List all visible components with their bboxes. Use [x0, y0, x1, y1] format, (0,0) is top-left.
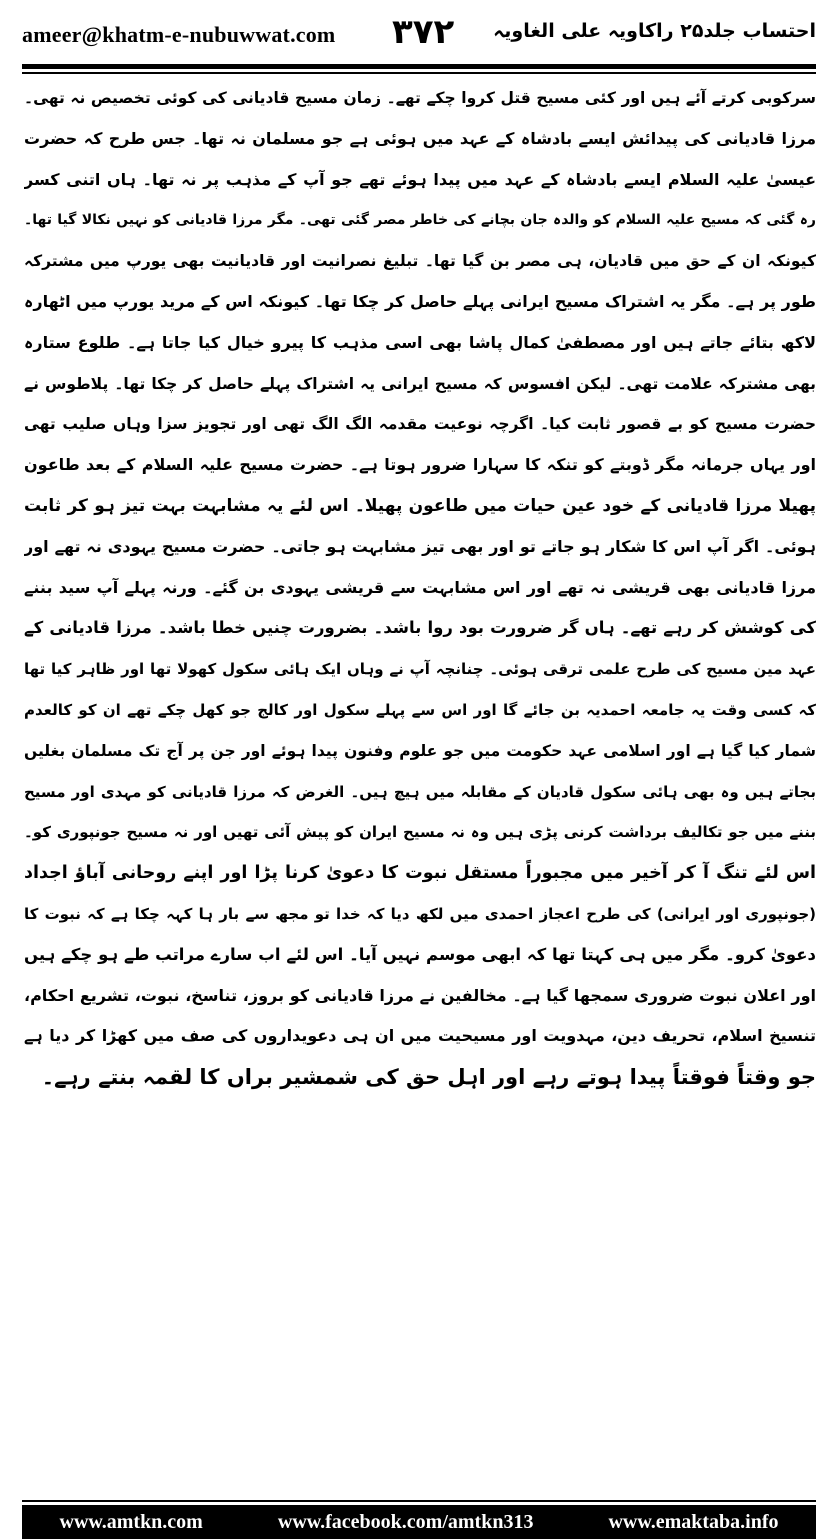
text-line: پھیلا مرزا قادیانی کے خود عین حیات میں طاعون پھیلا۔ اس لئے یہ مشابہت بہت تیز ہو کر ثابت — [24, 495, 816, 516]
text-line: کہ کسی وقت یہ جامعہ احمدیہ بن جائے گا اور اس سے پہلے سکول اور کالج جو کھل چکے تھے ان کو کالعدم — [24, 700, 816, 719]
text-line: سرکوبی کرتے آئے ہیں اور کئی مسیح قتل کروا چکے تھے۔ زمان مسیح قادیانی کی کوئی تخصیص نہ تھی۔ — [24, 89, 816, 107]
text-line: اس لئے تنگ آ کر آخیر میں مجبوراً مستقل نبوت کا دعویٰ کرنا پڑا اور اپنے روحانی آباؤ اجداد — [24, 863, 816, 884]
text-line: عہد مین مسیح کی طرح علمی ترقی ہوئی۔ چنانچہ آپ نے وہاں ایک ہائی سکول کھولا تھا اور ظاہر کیا تھا — [24, 660, 816, 679]
text-line: رہ گئی کہ مسیح علیہ السلام کو والدہ جان بچانے کی خاطر مصر گئی تھی۔ مگر مرزا قادیانی کو نہیں نکالا گیا تھا۔ — [24, 212, 816, 229]
page-header — [22, 10, 816, 62]
text-line: بننے میں جو تکالیف برداشت کرنی پڑی ہیں وہ نہ مسیح ایران کو پیش آئی تھیں اور نہ مسیح جونپوری کو۔ — [24, 823, 816, 842]
text-line: طور پر ہے۔ مگر یہ اشتراک مسیح ایرانی پہلے حاصل کر چکا تھا۔ کیونکہ اس کے مرید یورپ میں اٹھارہ — [24, 291, 816, 311]
footer-link-emaktaba[interactable]: www.emaktaba.info — [608, 1510, 779, 1533]
text-line: لاکھ بتائے جاتے ہیں اور مصطفیٰ کمال پاشا بھی اسی مذہب کا پیرو خیال کیا جاتا ہے۔ طلوع ستارہ — [24, 332, 816, 352]
text-line: جو وقتاً فوقتاً پیدا ہوتے رہے اور اہل حق کی شمشیر براں کا لقمہ بنتے رہے۔ — [41, 1065, 816, 1090]
text-line: حضرت مسیح کو بے قصور ثابت کیا۔ اگرچہ نوعیت مقدمہ الگ الگ تھی اور تجویز سزا وہاں صلیب تھی — [24, 415, 816, 434]
text-line: مرزا قادیانی کی پیدائش ایسے بادشاہ کے عہد میں ہوئی ہے جو مسلمان نہ تھا۔ جس طرح کہ حضرت — [24, 128, 816, 148]
header-email: ameer@khatm-e-nubuwwat.com — [22, 22, 336, 47]
text-line: کیونکہ ان کے حق میں قادیان، ہی مصر بن گیا تھا۔ تبلیغ نصرانیت اور قادیانیت بھی یورپ میں مشترکہ — [24, 252, 816, 271]
footer-link-amtkn[interactable]: www.amtkn.com — [59, 1510, 203, 1533]
text-line: تنسیخ اسلام، تحریف دین، مہدویت اور مسیحیت میں ان ہی دعویداروں کی صف میں کھڑا کر دیا ہے — [24, 1026, 816, 1046]
running-title: احتساب جلد۲۵ راکاویہ علی الغاویہ — [493, 20, 816, 42]
page-number: ۳۷۲ — [392, 12, 455, 52]
header-rule-thick — [22, 64, 816, 69]
text-line: بجاتے ہیں وہ بھی ہائی سکول قادیان کے مقابلہ میں ہیچ ہیں۔ الغرض کہ مرزا قادیانی کو مہدی اور مسیح — [24, 782, 816, 801]
text-line: اور اعلان نبوت ضروری سمجھا گیا ہے۔ مخالفین نے مرزا قادیانی کو بروز، تناسخ، نبوت، تشریع احکام، — [24, 985, 816, 1005]
body-text — [24, 78, 816, 1098]
text-line: (جونپوری اور ایرانی) کی طرح اعجاز احمدی میں لکھ دیا کہ خدا تو مجھ سے بار ہا کہہ چکا ہے کہ نبوت کا — [24, 904, 816, 923]
footer-link-facebook[interactable]: www.facebook.com/amtkn313 — [277, 1510, 534, 1533]
text-line: ہوئی۔ اگر آپ اس کا شکار ہو جاتے تو اور بھی تیز مشابہت ہو جاتی۔ حضرت مسیح یہودی نہ تھے اور — [24, 536, 816, 556]
text-line: اور یہاں جرمانہ مگر ڈوبتے کو تنکہ کا سہارا ضرور ہوتا ہے۔ حضرت مسیح علیہ السلام کے بعد طاعون — [24, 455, 816, 475]
text-line: شمار کیا گیا ہے اور اسلامی عہد حکومت میں جو علوم وفنون پیدا ہوئے اور جن پر آج تک مسلمان بغلیں — [24, 741, 816, 760]
text-line: عیسیٰ علیہ السلام ایسے بادشاہ کے عہد میں پیدا ہوئے تھے جو آپ کے مذہب پر نہ تھا۔ ہاں اتنی کسر — [24, 169, 816, 189]
text-line: بھی مشترکہ علامت تھی۔ لیکن افسوس کہ مسیح ایرانی یہ اشتراک پہلے حاصل کر چکا تھا۔ پلاطوس نے — [24, 374, 816, 393]
text-line: مرزا قادیانی بھی قریشی نہ تھے اور اس مشابہت سے قریشی یہودی بن گئے۔ ورنہ پہلے آپ سید بننے — [24, 577, 816, 597]
text-line: دعویٰ کرو۔ مگر میں ہی کہتا تھا کہ ابھی موسم نہیں آیا۔ اس لئے اب سارے مراتب طے ہو چکے ہیں — [24, 944, 816, 964]
footer-bar — [22, 1505, 816, 1539]
text-line: کی کوشش کر رہے تھے۔ ہاں گر ضرورت بود روا باشد۔ بضرورت چنیں خطا باشد۔ مرزا قادیانی کے — [24, 618, 816, 638]
footer-rule — [22, 1500, 816, 1502]
header-rule-thin — [22, 72, 816, 74]
